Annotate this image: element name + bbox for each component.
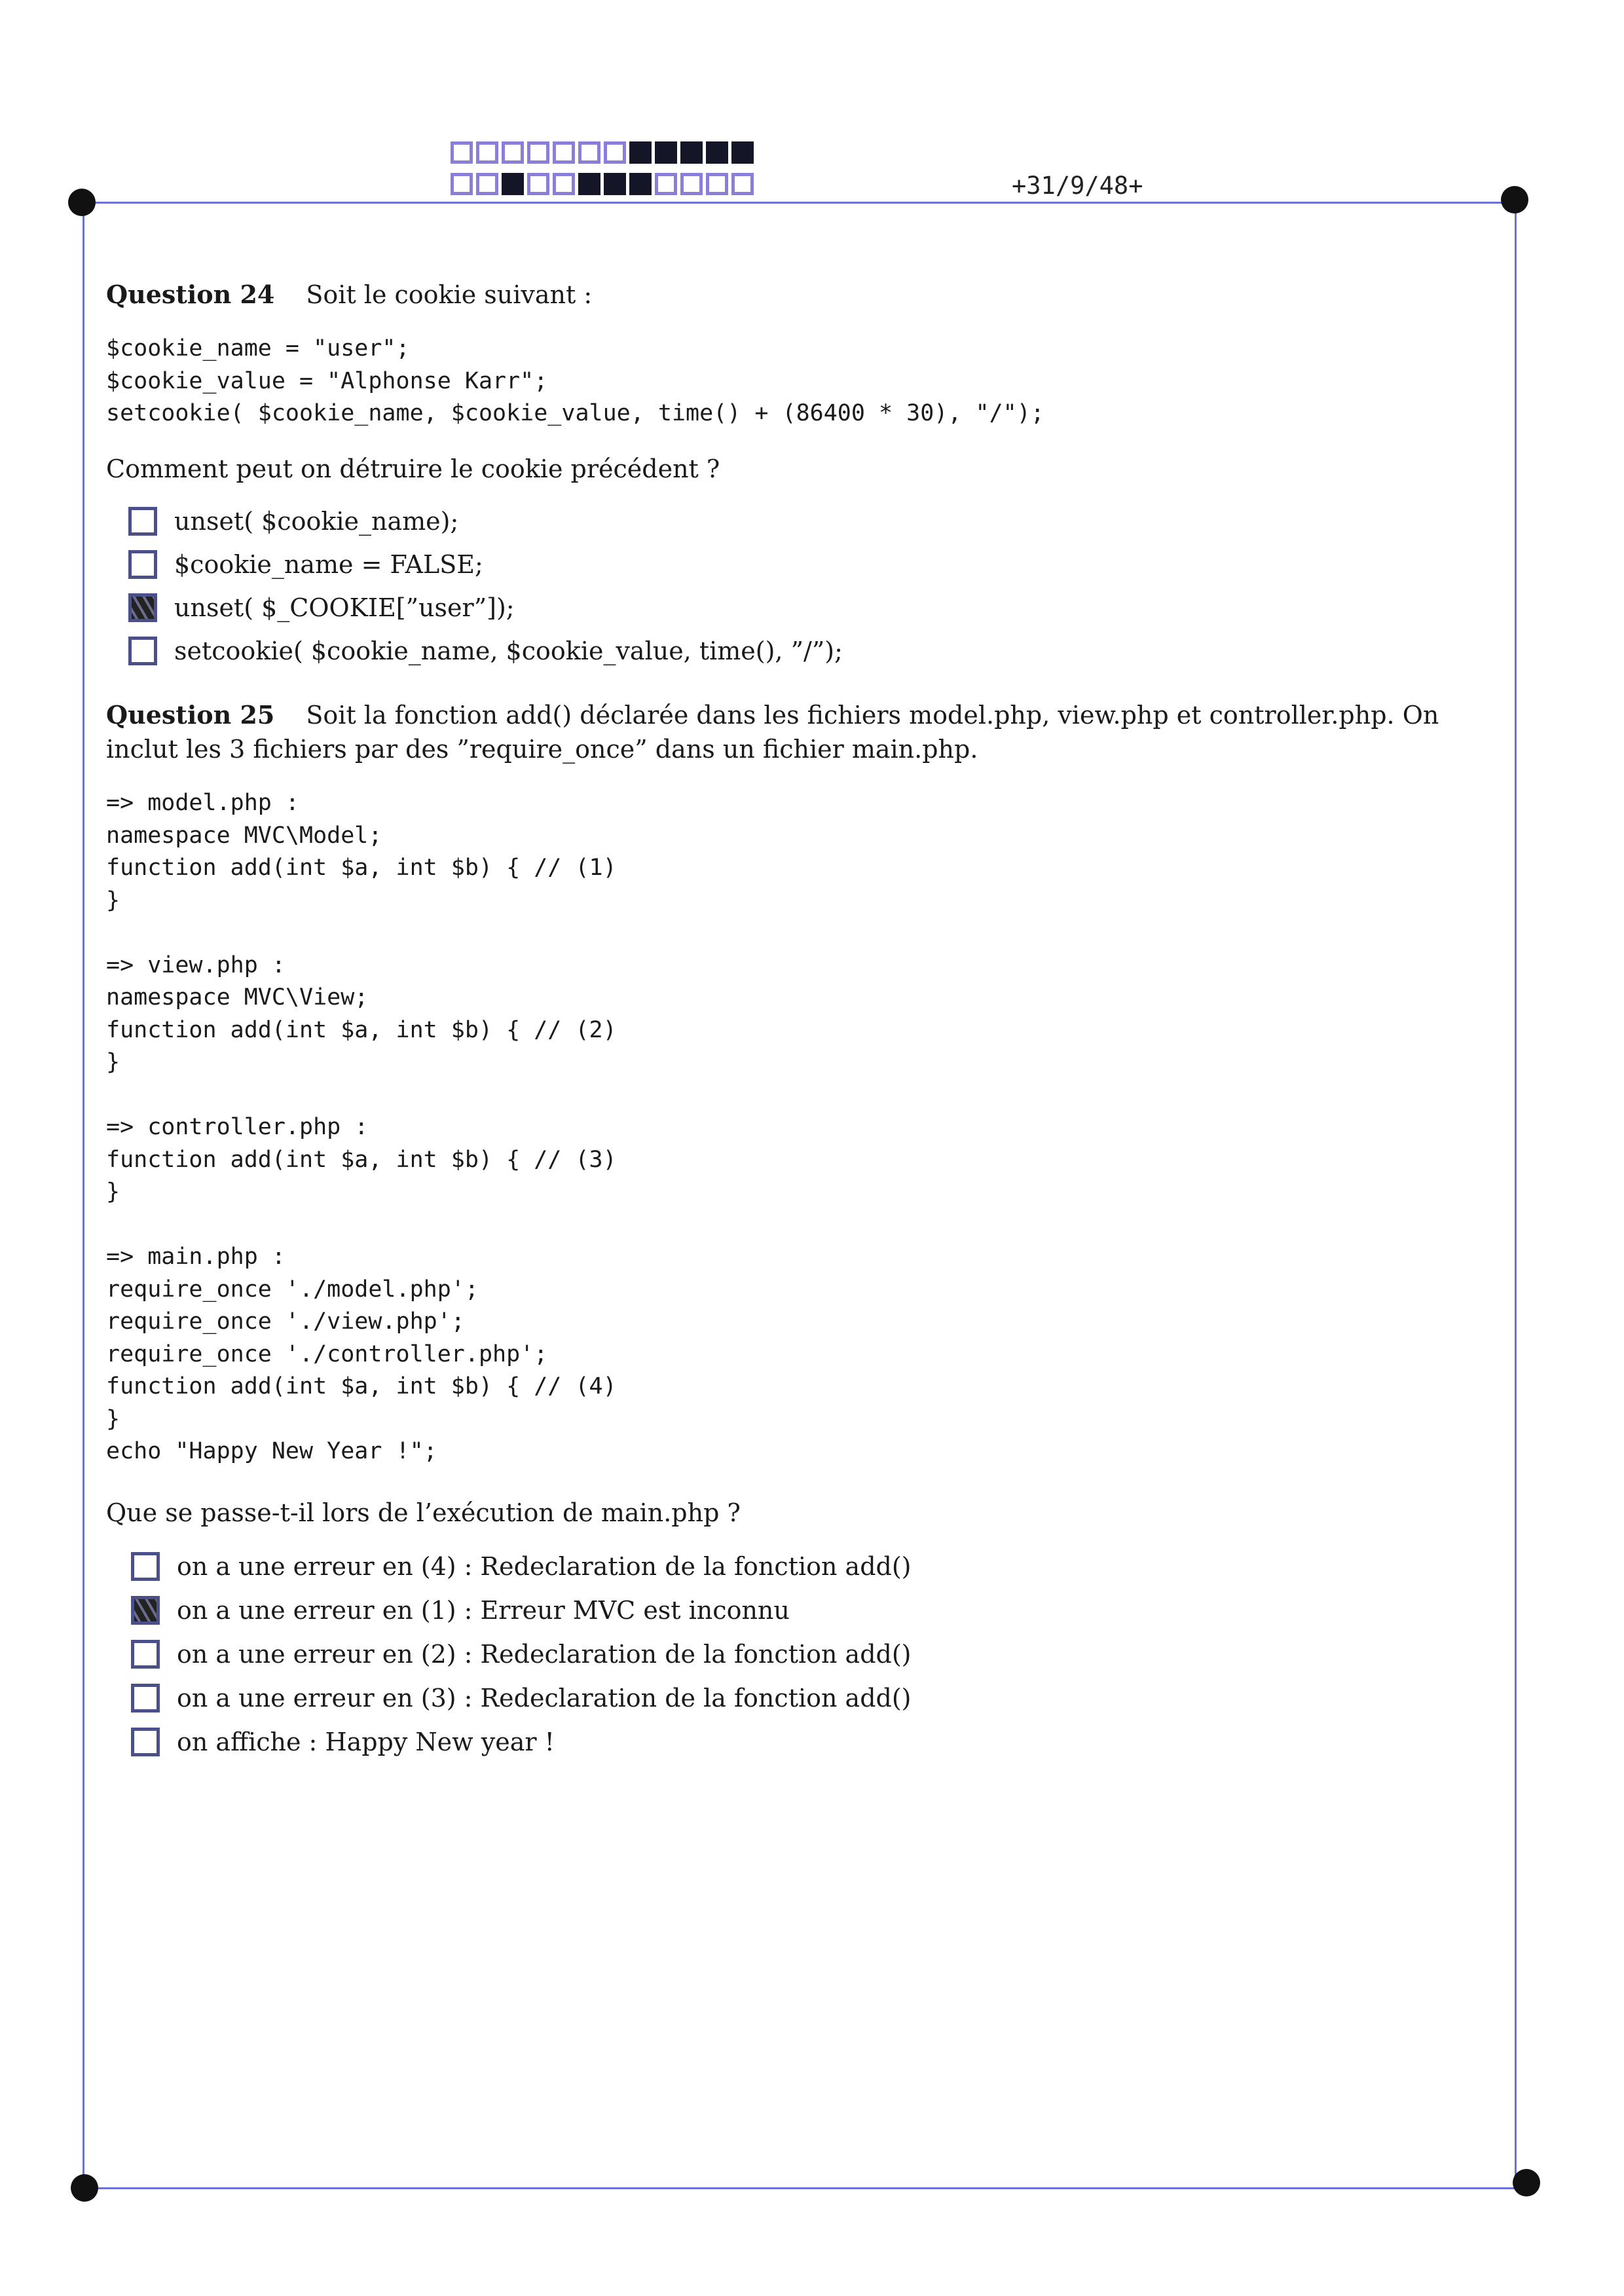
barcode-cell (655, 141, 677, 164)
barcode-cell (731, 173, 754, 195)
q24-answer-4[interactable] (128, 637, 843, 665)
q25-answer-2-checkbox[interactable] (131, 1596, 160, 1625)
q25-answer-1[interactable] (131, 1552, 912, 1581)
barcode-cell (502, 141, 524, 164)
frame-left-line (83, 202, 84, 2189)
question-25-label: Question 25 (106, 700, 275, 730)
q25-answer-2[interactable] (131, 1596, 790, 1625)
q24-answer-1-text: unset( $cookie_name); (174, 507, 459, 536)
barcode-cell (655, 173, 677, 195)
barcode-cell (527, 173, 549, 195)
barcode-cell (629, 141, 652, 164)
q24-answer-4-text: setcookie( $cookie_name, $cookie_value, time(), ”/”); (174, 637, 843, 665)
q25-answer-4[interactable] (131, 1684, 912, 1713)
barcode-cell (604, 141, 626, 164)
question-24-label: Question 24 (106, 280, 275, 309)
barcode-cell (578, 141, 600, 164)
q25-answer-3[interactable] (131, 1640, 912, 1669)
barcode-cell (553, 141, 575, 164)
barcode-cell (680, 141, 703, 164)
q25-answer-3-text: on a une erreur en (2) : Redeclaration de la fonction add() (177, 1640, 912, 1669)
barcode-cell (476, 141, 498, 164)
barcode-cell (629, 173, 652, 195)
barcode-cell (451, 141, 473, 164)
frame-bottom-line (85, 2187, 1526, 2189)
barcode-cell (731, 141, 754, 164)
q25-answer-2-text: on a une erreur en (1) : Erreur MVC est inconnu (177, 1596, 790, 1625)
barcode-cell (502, 173, 524, 195)
barcode-cell (451, 173, 473, 195)
page-id: +31/9/48+ (1012, 172, 1143, 200)
corner-marker-top-left (68, 189, 96, 216)
frame-top-line (82, 202, 1516, 204)
corner-marker-bottom-left (71, 2174, 98, 2202)
q25-answer-5-checkbox[interactable] (131, 1728, 160, 1756)
barcode-row-2 (451, 173, 757, 195)
q25-answer-5[interactable] (131, 1728, 555, 1756)
q24-answer-2[interactable] (128, 550, 483, 579)
q25-answer-1-checkbox[interactable] (131, 1552, 160, 1581)
question-24-header (106, 278, 1494, 312)
question-24-text: Soit le cookie suivant : (306, 280, 593, 309)
q24-answer-1-checkbox[interactable] (128, 507, 157, 536)
barcode-cell (527, 141, 549, 164)
barcode-cell (680, 173, 703, 195)
barcode-cell (604, 173, 626, 195)
q24-answer-3[interactable] (128, 593, 515, 622)
question-24-code: $cookie_name = "user"; $cookie_value = "Alphonse Karr"; setcookie( $cookie_name, $cookie_value, time() + (86400 * 30), "/"); (106, 335, 1044, 426)
q24-answer-1[interactable] (128, 507, 458, 536)
corner-marker-top-right (1501, 186, 1528, 213)
corner-marker-bottom-right (1513, 2169, 1540, 2196)
q25-answer-4-text: on a une erreur en (3) : Redeclaration de la fonction add() (177, 1684, 912, 1713)
barcode-cell (553, 173, 575, 195)
q25-answer-1-text: on a une erreur en (4) : Redeclaration de la fonction add() (177, 1552, 912, 1581)
q24-answer-3-checkbox[interactable] (128, 593, 157, 622)
q25-answer-4-checkbox[interactable] (131, 1684, 160, 1713)
barcode-cell (476, 173, 498, 195)
question-25-text: Soit la fonction add() déclarée dans les fichiers model.php, view.php et controller.php. On inclut les 3 fichiers par des ”require_once” dans un fichier main.php. (106, 701, 1439, 764)
q24-answer-2-text: $cookie_name = FALSE; (174, 550, 483, 579)
q24-answer-2-checkbox[interactable] (128, 550, 157, 579)
frame-right-line (1515, 202, 1517, 2189)
question-25-header (106, 698, 1494, 766)
q25-answer-5-text: on affiche : Happy New year ! (177, 1728, 555, 1756)
question-25-prompt: Que se passe-t-il lors de l’exécution de main.php ? (106, 1498, 741, 1527)
barcode-cell (706, 173, 728, 195)
q24-answer-3-text: unset( $_COOKIE[”user”]); (174, 593, 515, 622)
barcode-row-1 (451, 141, 757, 164)
barcode-cell (578, 173, 600, 195)
barcode-cell (706, 141, 728, 164)
question-24-prompt: Comment peut on détruire le cookie précédent ? (106, 454, 720, 483)
q25-answer-3-checkbox[interactable] (131, 1640, 160, 1669)
q24-answer-4-checkbox[interactable] (128, 637, 157, 665)
question-25-code: => model.php : namespace MVC\Model; function add(int $a, int $b) { // (1) } => view.php : namespace MVC\View; function add(int $a, int $b) { // (2) } => controller.php : function add(int $a, int $b) { // (3) } => main.php : require_once './model.php'; require_once './view.php'; require_once './controller.php'; function add(int $a, int $b) { // (4) } echo "Happy New Year !"; (106, 790, 617, 1464)
